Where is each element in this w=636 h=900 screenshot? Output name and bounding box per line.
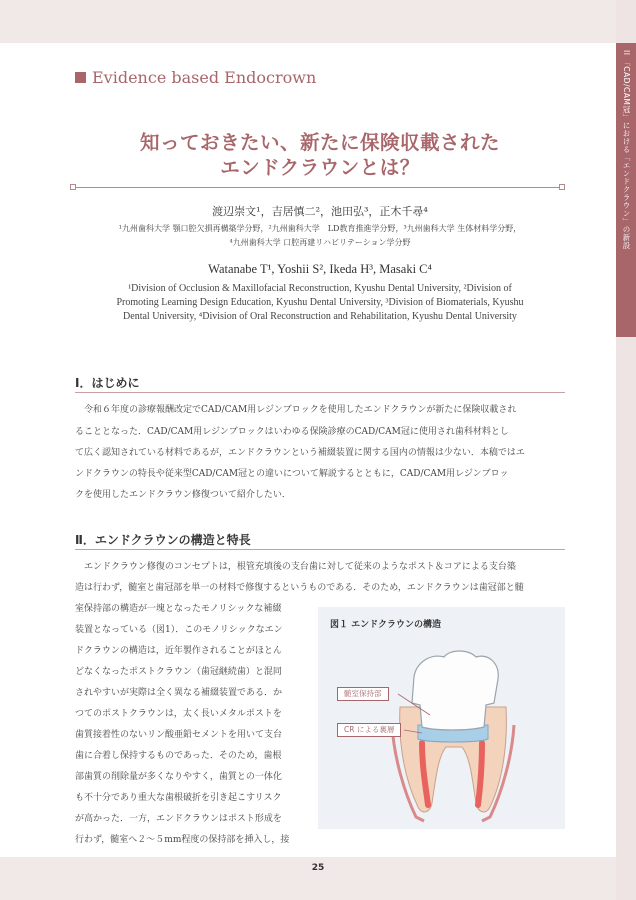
authors-japanese: 渡辺崇文¹，吉居慎二²，池田弘³，正木千尋⁴ xyxy=(212,205,428,218)
section-2-line: 歯に合着し保持するものであった．そのため，歯根 xyxy=(75,751,282,761)
section-1-line: 令和６年度の診療報酬改定でCAD/CAM用レジンブロックを使用したエンドクラウンが新たに保険収載され xyxy=(75,405,517,415)
section-2-line: ドクラウンの構造は，近年製作されることがほとん xyxy=(75,646,282,656)
section-1-line: クを使用したエンドクラウン修復ついて紹介したい． xyxy=(75,490,291,500)
section-label-text: Evidence based Endocrown xyxy=(92,68,317,87)
section-2-line: 装置となっている（図1）．このモノリシックなエン xyxy=(75,625,283,635)
section-square-icon xyxy=(75,72,86,83)
affiliation-en-1: ¹Division of Occlusion & Maxillofacial Reconstruction, Kyushu Dental University, ²Division of xyxy=(128,283,512,294)
section-2-line: 歯質接着性のないリン酸亜鉛セメントを用いて支台 xyxy=(75,730,283,740)
section-2-line: 行わず，髄室へ２～５mm程度の保持部を挿入し，接 xyxy=(75,835,290,845)
top-margin xyxy=(0,0,616,43)
figure-caption: 図１ エンドクラウンの構造 xyxy=(330,620,441,630)
section-2-line: 室保持部の構造が一塊となったモノリシックな補綴 xyxy=(75,604,282,614)
affiliation-jp-2: ⁴九州歯科大学 口腔再建リハビリテーション学分野 xyxy=(229,238,411,247)
label-retention-part: 髄室保持部 xyxy=(337,687,389,701)
page-number: 25 xyxy=(311,863,325,873)
section-1-line: ンドクラウンの特長や従来型CAD/CAM冠との違いについて解説するとともに，CAD/CAM用レジンブロッ xyxy=(75,469,509,479)
endocrown-illustration xyxy=(318,607,565,829)
section-2-heading: Ⅱ．エンドクラウンの構造と特長 xyxy=(75,533,251,547)
article-title-line-1: 知っておきたい、新たに保険収載された xyxy=(139,131,500,154)
section-1-heading: Ⅰ．はじめに xyxy=(75,376,140,390)
section-2-line: 部歯質の削除量が多くなりやすく，歯質との一体化 xyxy=(75,772,282,782)
label-cr-lining: CR による裏層 xyxy=(337,723,401,737)
section-2-rule xyxy=(75,549,565,550)
section-2-line: どなくなったポストクラウン（歯冠継続歯）と混同 xyxy=(75,667,282,677)
rule-right-end xyxy=(559,184,565,190)
section-1-line: て広く認知されている材料であるが，エンドクラウンという補綴装置に関する国内の情報は少ない．本稿ではエ xyxy=(75,448,525,458)
rule-left-end xyxy=(70,184,76,190)
title-rule xyxy=(72,187,562,188)
figure-1 xyxy=(318,607,565,829)
affiliation-en-3: Dental University, ⁴Division of Oral Reconstruction and Rehabilitation, Kyushu Dental University xyxy=(123,311,517,322)
affiliation-en-2: Promoting Learning Design Education, Kyushu Dental University, ³Division of Biomaterials, Kyushu xyxy=(116,297,524,308)
affiliation-jp-1: ¹九州歯科大学 顎口腔欠損再構築学分野，²九州歯科大学 LD教育推進学分野，³九州歯科大学 生体材料学分野， xyxy=(118,224,522,233)
section-2-line: が高かった．一方，エンドクラウンはポスト形成を xyxy=(75,814,282,824)
section-2-line: つてのポストクラウンは，太く長いメタルポストを xyxy=(75,709,282,719)
section-2-line: 造は行わず，髄室と歯冠部を単一の材料で修復するというものである．そのため，エンドクラウンは歯冠部と髄 xyxy=(75,583,524,593)
authors-english: Watanabe T¹, Yoshii S², Ikeda H³, Masaki C⁴ xyxy=(208,262,432,276)
article-title-line-2: エンドクラウンとは？ xyxy=(220,156,420,179)
section-2-line: エンドクラウン修復のコンセプトは，根管充填後の支台歯に対して従来のようなポスト＆コアによる支台築 xyxy=(75,562,516,572)
section-label xyxy=(75,68,316,87)
section-2-line: も不十分であり重大な歯根破折を引き起こすリスク xyxy=(75,793,282,803)
section-1-rule xyxy=(75,392,565,393)
side-tab-label: II 「CAD/CAM冠」における「エンドクラウン」の新設 xyxy=(622,50,631,250)
section-2-line: されやすいが実際は全く異なる補綴装置である．か xyxy=(75,688,283,698)
endocrown xyxy=(412,651,498,730)
section-1-line: ることとなった．CAD/CAM用レジンブロックはいわゆる保険診療のCAD/CAM冠に使用され歯科材料とし xyxy=(75,427,509,437)
